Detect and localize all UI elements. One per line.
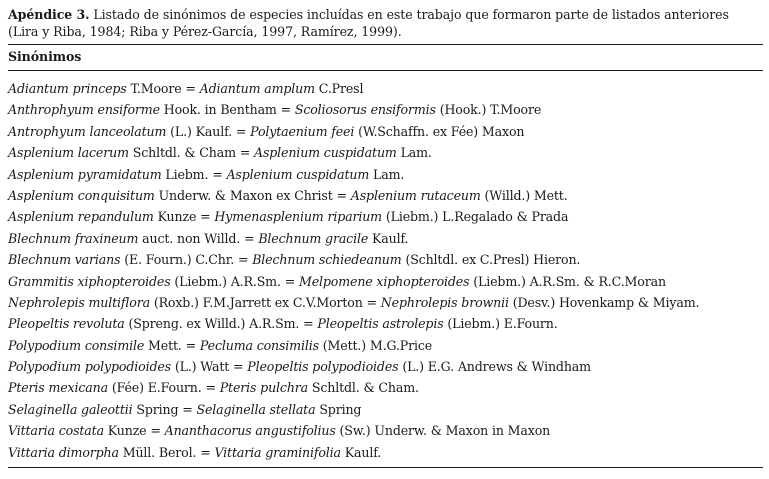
accepted-author: C.Presl [318, 81, 364, 96]
synonym-name: Adiantum princeps [8, 81, 127, 96]
accepted-author: Kaulf. [344, 444, 382, 460]
equals-sign: = [244, 230, 255, 246]
equals-sign: = [239, 145, 251, 161]
synonym-row [8, 164, 763, 185]
synonym-row [8, 78, 763, 99]
synonym-name: Anthrophyum ensiforme [8, 102, 160, 118]
equals-sign: = [205, 380, 216, 396]
synonym-author: Hook. in Bentham [163, 102, 277, 118]
top-rule [8, 44, 763, 45]
header-rule [8, 70, 763, 71]
equals-sign: = [284, 273, 296, 289]
equals-sign: = [303, 316, 314, 332]
accepted-name: Polytaenium feei [250, 123, 355, 139]
synonym-row [8, 185, 763, 206]
accepted-name: Pecluma consimilis [199, 337, 319, 353]
synonym-row [8, 271, 763, 292]
synonym-name: Selaginella galeottii [8, 401, 133, 417]
accepted-author: (Hook.) T.Moore [439, 102, 542, 118]
equals-sign: = [182, 401, 193, 417]
synonym-author: Kunze [157, 209, 197, 225]
equals-sign: = [366, 294, 377, 310]
synonym-name: Grammitis xiphopteroides [8, 273, 171, 289]
accepted-author: (Liebm.) E.Fourn. [447, 316, 558, 332]
equals-sign: = [185, 337, 197, 353]
synonym-row [8, 99, 763, 120]
accepted-name: Hymenasplenium riparium [214, 209, 382, 225]
accepted-name: Blechnum gracile [258, 230, 369, 246]
synonym-row [8, 335, 763, 356]
synonym-name: Polypodium consimile [8, 337, 145, 353]
accepted-name: Vittaria graminifolia [214, 444, 341, 460]
synonym-name: Asplenium conquisitum [8, 187, 155, 203]
synonym-list [8, 78, 763, 463]
equals-sign: = [185, 81, 196, 96]
accepted-author: (Liebm.) L.Regalado & Prada [385, 209, 569, 225]
synonym-author: (Roxb.) F.M.Jarrett ex C.V.Morton [153, 294, 363, 310]
synonym-row [8, 356, 763, 377]
synonym-author: Spring [136, 401, 179, 417]
synonym-name: Vittaria costata [8, 423, 104, 439]
synonym-name: Pteris mexicana [8, 380, 108, 396]
equals-sign: = [336, 187, 347, 203]
synonym-row [8, 206, 763, 227]
synonym-author: Schltdl. & Cham [132, 145, 236, 161]
synonym-name: Vittaria dimorpha [8, 444, 119, 460]
synonym-author: Underw. & Maxon ex Christ [158, 187, 333, 203]
accepted-name: Nephrolepis brownii [380, 294, 509, 310]
accepted-name: Scoliosorus ensiformis [294, 102, 436, 118]
accepted-author: Lam. [400, 145, 432, 161]
synonym-row [8, 142, 763, 163]
synonym-name: Asplenium lacerum [8, 145, 129, 161]
accepted-author: Schltdl. & Cham. [311, 380, 419, 396]
equals-sign: = [233, 359, 244, 375]
synonym-name: Nephrolepis multiflora [8, 294, 150, 310]
accepted-name: Asplenium cuspidatum [226, 166, 370, 182]
column-header: Sinónimos [8, 49, 82, 64]
synonym-row [8, 121, 763, 142]
bottom-rule [8, 467, 763, 468]
synonym-author: auct. non Willd. [142, 230, 241, 246]
synonym-author: (Spreng. ex Willd.) A.R.Sm. [128, 316, 300, 332]
equals-sign: = [212, 166, 223, 182]
synonym-row [8, 313, 763, 334]
synonym-row [8, 420, 763, 441]
accepted-author: Kaulf. [372, 230, 409, 246]
synonym-author: Liebm. [165, 166, 209, 182]
equals-sign: = [200, 444, 211, 460]
synonym-row [8, 377, 763, 398]
caption-label: Apéndice 3. [8, 7, 90, 22]
accepted-name: Selaginella stellata [196, 401, 316, 417]
synonym-author: (L.) Kaulf. [170, 123, 232, 139]
table-caption [8, 6, 763, 40]
synonym-row [8, 399, 763, 420]
synonym-row [8, 249, 763, 270]
synonym-name: Blechnum varians [8, 252, 121, 268]
accepted-author: (Desv.) Hovenkamp & Miyam. [512, 294, 700, 310]
accepted-name: Adiantum amplum [199, 81, 315, 96]
accepted-author: (Liebm.) A.R.Sm. & R.C.Moran [473, 273, 666, 289]
synonym-row [8, 442, 763, 463]
synonym-author: (E. Fourn.) C.Chr. [124, 252, 235, 268]
accepted-author: (Schltdl. ex C.Presl) Hieron. [405, 252, 581, 268]
accepted-author: Lam. [373, 166, 405, 182]
synonym-author: (L.) Watt [174, 359, 230, 375]
accepted-name: Melpomene xiphopteroides [298, 273, 470, 289]
synonym-author: Mett. [148, 337, 182, 353]
equals-sign: = [200, 209, 211, 225]
synonym-name: Asplenium repandulum [8, 209, 154, 225]
equals-sign: = [235, 123, 247, 139]
equals-sign: = [150, 423, 161, 439]
accepted-author: (L.) E.G. Andrews & Windham [402, 359, 591, 375]
accepted-name: Asplenium rutaceum [350, 187, 481, 203]
accepted-author: (Sw.) Underw. & Maxon in Maxon [339, 423, 551, 439]
synonym-name: Antrophyum lanceolatum [8, 123, 167, 139]
caption-text: Listado de sinónimos de especies incluídas en este trabajo que formaron parte de listados anteriores (Lira y Riba, 1984; Riba y Pérez-García, 1997, Ramírez, 1999). [8, 7, 729, 39]
synonym-author: Kunze [107, 423, 147, 439]
accepted-name: Ananthacorus angustifolius [164, 423, 336, 439]
synonym-author: (Liebm.) A.R.Sm. [174, 273, 281, 289]
synonym-name: Blechnum fraxineum [8, 230, 139, 246]
accepted-author: Spring [319, 401, 362, 417]
accepted-name: Pteris pulchra [219, 380, 309, 396]
accepted-name: Pleopeltis polypodioides [247, 359, 399, 375]
synonym-author: (Fée) E.Fourn. [111, 380, 202, 396]
accepted-author: (W.Schaffn. ex Fée) Maxon [358, 123, 525, 139]
accepted-name: Asplenium cuspidatum [254, 145, 397, 161]
equals-sign: = [237, 252, 249, 268]
synonym-name: Asplenium pyramidatum [8, 166, 162, 182]
synonym-author: T.Moore [130, 81, 182, 96]
accepted-name: Blechnum schiedeanum [252, 252, 402, 268]
synonym-name: Pleopeltis revoluta [8, 316, 125, 332]
synonym-author: Müll. Berol. [122, 444, 197, 460]
equals-sign: = [280, 102, 291, 118]
synonym-row [8, 292, 763, 313]
synonym-row [8, 228, 763, 249]
accepted-name: Pleopeltis astrolepis [317, 316, 444, 332]
synonym-name: Polypodium polypodioides [8, 359, 171, 375]
accepted-author: (Willd.) Mett. [484, 187, 568, 203]
accepted-author: (Mett.) M.G.Price [322, 337, 433, 353]
